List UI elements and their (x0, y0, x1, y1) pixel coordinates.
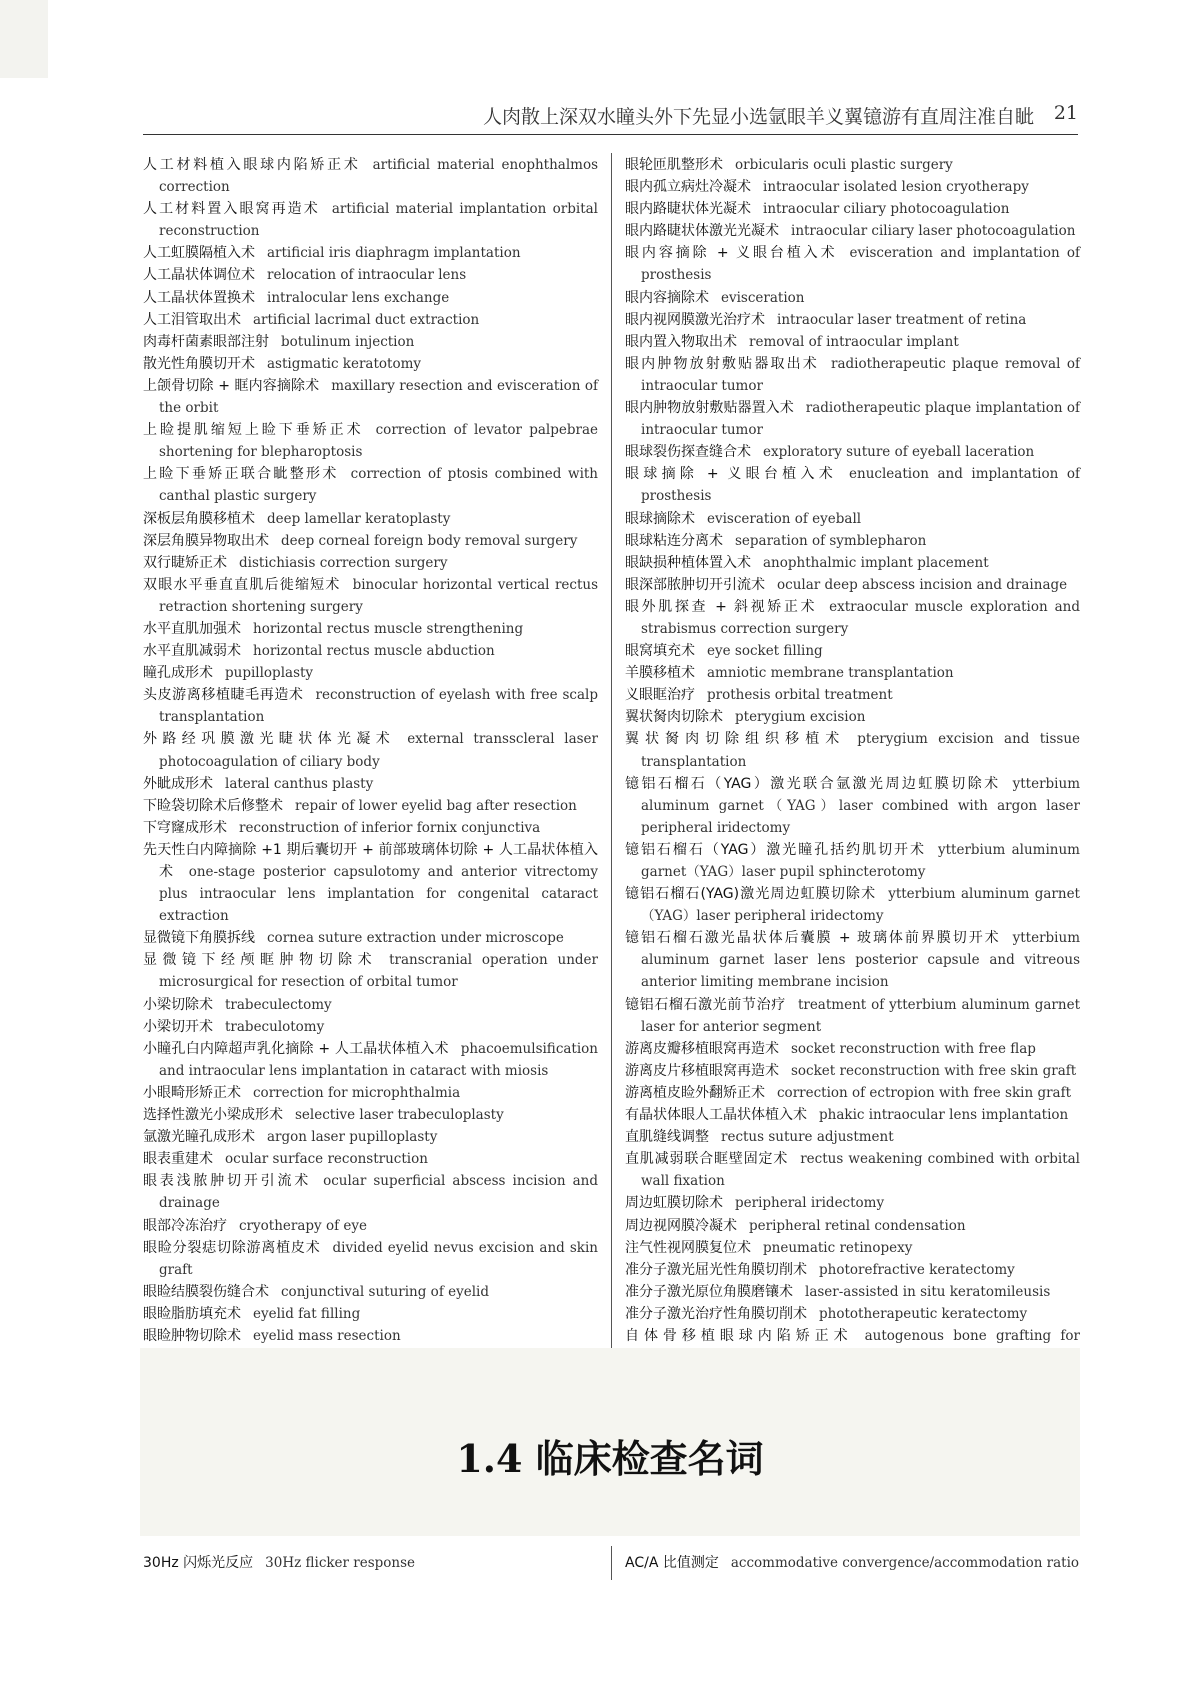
term-english: correction of levator palpebrae shortening for blepharoptosis (159, 422, 599, 461)
list-item (143, 242, 598, 264)
term-english: reconstruction of inferior fornix conjunctiva (239, 819, 541, 836)
list-item (143, 508, 598, 530)
list-item (143, 684, 598, 728)
term-chinese: 散光性角膜切开术 (143, 355, 255, 372)
list-item (143, 574, 598, 618)
term-chinese: 眼内视网膜激光治疗术 (625, 311, 765, 328)
term-english: intraocular ciliary photocoagulation (763, 201, 1010, 218)
term-english: artificial iris diaphragm implantation (267, 245, 521, 262)
term-english: pterygium excision and tissue transplantation (641, 731, 1080, 770)
term-chinese: 眼轮匝肌整形术 (625, 157, 723, 173)
list-item (143, 795, 598, 817)
term-english: phototherapeutic keratectomy (819, 1305, 1028, 1322)
list-item (143, 375, 598, 419)
list-item (625, 883, 1080, 927)
list-item (143, 309, 598, 331)
list-item (625, 1126, 1080, 1148)
list-item (625, 640, 1080, 662)
term-english: botulinum injection (281, 333, 415, 350)
term-english: intraocular laser treatment of retina (777, 311, 1027, 328)
list-item (143, 530, 598, 552)
term-chinese: 双行睫矫正术 (143, 554, 227, 571)
term-english: trabeculectomy (225, 996, 332, 1013)
term-chinese: 游离皮片移植眼窝再造术 (625, 1062, 779, 1079)
term-english: evisceration (721, 289, 805, 306)
term-chinese: 镱铝石榴石激光晶状体后囊膜 + 玻璃体前界膜切开术 (625, 930, 1001, 947)
term-chinese: 镱铝石榴石激光前节治疗 (625, 996, 786, 1013)
term-chinese: 外路经巩膜激光睫状体光凝术 (143, 731, 396, 748)
term-chinese: 眼球摘除术 (625, 510, 695, 527)
term-chinese: 准分子激光屈光性角膜切削术 (625, 1261, 807, 1278)
column-divider (611, 153, 612, 1348)
list-item (625, 463, 1080, 507)
list-item (625, 552, 1080, 574)
list-item (625, 1148, 1080, 1192)
term-english: intraocular ciliary laser photocoagulation (791, 223, 1076, 240)
list-item (143, 1082, 598, 1104)
list-item (625, 530, 1080, 552)
term-english: ytterbium aluminum garnet laser lens posterior capsule and vitreous anterior limiting membrane incision (641, 930, 1080, 991)
term-english: deep corneal foreign body removal surgery (281, 532, 578, 549)
list-item (625, 242, 1080, 286)
term-english: correction of ectropion with free skin graft (777, 1084, 1072, 1101)
term-english: correction of ptosis combined with canthal plastic surgery (159, 466, 599, 505)
term-english: trabeculotomy (225, 1018, 325, 1035)
term-english: selective laser trabeculoplasty (295, 1107, 504, 1124)
list-item (143, 927, 598, 949)
term-english: horizontal rectus muscle abduction (253, 643, 495, 660)
term-chinese: 小梁切除术 (143, 996, 213, 1013)
list-item (143, 331, 598, 353)
term-chinese: 周边虹膜切除术 (625, 1195, 723, 1212)
term-english: peripheral iridectomy (735, 1195, 885, 1212)
term-english: photorefractive keratectomy (819, 1261, 1015, 1278)
term-english: repair of lower eyelid bag after resection (295, 797, 577, 814)
list-item (625, 287, 1080, 309)
term-chinese: 人工虹膜隔植入术 (143, 245, 255, 262)
term-english: phacoemulsification and intraocular lens implantation in cataract with miosis (159, 1040, 598, 1079)
term-english: socket reconstruction with free flap (791, 1040, 1036, 1057)
list-item (143, 640, 598, 662)
term-english: evisceration and implantation of prosthesis (641, 245, 1080, 284)
list-item (625, 1237, 1080, 1259)
term-english: ytterbium aluminum garnet（YAG）laser combined with argon laser peripheral iridectomy (641, 775, 1080, 836)
term-english: amniotic membrane transplantation (707, 665, 954, 682)
term-english: artificial material enophthalmos correction (159, 157, 599, 196)
term-chinese: 镱铝石榴石（YAG）激光瞳孔括约肌切开术 (625, 841, 926, 858)
list-item (625, 1303, 1080, 1325)
term-chinese: 眼内置入物取出术 (625, 333, 737, 350)
page-corner-mark (0, 0, 48, 78)
list-item (143, 1552, 614, 1574)
list-item (625, 994, 1080, 1038)
running-header (143, 96, 1078, 135)
term-chinese: 肉毒杆菌素眼部注射 (143, 333, 269, 350)
term-chinese: 上睑下垂矫正联合眦整形术 (143, 466, 339, 483)
term-english: pterygium excision (735, 709, 866, 726)
term-english: ytterbium aluminum garnet（YAG）laser pupil sphincterotomy (641, 841, 1080, 880)
list-item (625, 1281, 1080, 1303)
left-column (143, 154, 598, 1391)
term-english: ocular deep abscess incision and drainage (777, 576, 1068, 593)
list-item (625, 728, 1080, 772)
list-item (143, 1281, 598, 1303)
list-item (143, 618, 598, 640)
term-chinese: 眼表重建术 (143, 1151, 213, 1168)
right-column (625, 154, 1080, 1391)
term-chinese: 翼状胬肉切除术 (625, 709, 723, 726)
term-chinese: 眼睑肿物切除术 (143, 1327, 241, 1344)
list-item (625, 706, 1080, 728)
list-item (625, 1082, 1080, 1104)
term-english: rectus weakening combined with orbital wall fixation (641, 1151, 1080, 1190)
term-english: autogenous bone grafting for (864, 1327, 1081, 1344)
term-chinese: 注气性视网膜复位术 (625, 1239, 751, 1256)
term-english: prothesis orbital treatment (707, 687, 893, 704)
term-chinese: 下睑袋切除术后修整术 (143, 797, 283, 814)
header-title: 人肉散上深双水瞳头外下先显小选氩眼羊义翼镱游有直周注准自眦 (482, 106, 1034, 128)
term-chinese: 眼表浅脓肿切开引流术 (143, 1173, 312, 1190)
list-item (143, 1325, 598, 1347)
term-chinese: 直肌缝线调整 (625, 1129, 709, 1146)
list-item (625, 198, 1080, 220)
list-item (625, 220, 1080, 242)
term-chinese: 双眼水平垂直直肌后徙缩短术 (143, 576, 341, 593)
list-item (143, 1126, 598, 1148)
term-english: external transscleral laser photocoagulation of ciliary body (159, 731, 599, 770)
term-chinese: 翼状胬肉切除组织移植术 (625, 731, 846, 748)
term-english: one-stage posterior capsulotomy and anterior vitrectomy plus intraocular lens implantation for congenital cataract extraction (159, 864, 598, 925)
list-item (143, 1038, 598, 1082)
list-item (143, 264, 598, 286)
term-chinese: 直肌减弱联合眶壁固定术 (625, 1151, 789, 1168)
list-item (143, 949, 598, 993)
term-english: phakic intraocular lens implantation (819, 1107, 1069, 1124)
term-english: binocular horizontal vertical rectus retraction shortening surgery (159, 576, 599, 615)
term-english: pneumatic retinopexy (763, 1239, 913, 1256)
term-chinese: 瞳孔成形术 (143, 665, 213, 682)
term-english: transcranial operation under microsurgical for resection of orbital tumor (159, 952, 598, 991)
list-item (625, 839, 1080, 883)
term-chinese: 游离皮瓣移植眼窝再造术 (625, 1040, 779, 1057)
list-item (143, 552, 598, 574)
list-item (143, 817, 598, 839)
list-item (625, 662, 1080, 684)
term-chinese: 小梁切开术 (143, 1018, 213, 1035)
term-english: astigmatic keratotomy (267, 355, 422, 372)
term-english: horizontal rectus muscle strengthening (253, 620, 524, 637)
list-item (143, 1148, 598, 1170)
column-divider-bottom (611, 1546, 612, 1580)
list-item (625, 154, 1080, 176)
term-chinese: 人工晶状体调位术 (143, 267, 255, 284)
term-chinese: 人工晶状体置换术 (143, 289, 255, 306)
term-english: 30Hz flicker response (265, 1555, 416, 1571)
list-item (143, 1016, 598, 1038)
term-english: maxillary resection and evisceration of the orbit (159, 377, 598, 417)
term-english: ytterbium aluminum garnet（YAG）laser peripheral iridectomy (641, 886, 1080, 925)
term-chinese: 深层角膜异物取出术 (143, 532, 269, 549)
term-chinese: 眼窝填充术 (625, 643, 695, 660)
term-chinese: 羊膜移植术 (625, 665, 695, 682)
list-item (143, 994, 598, 1016)
term-chinese: 眼睑结膜裂伤缝合术 (143, 1283, 269, 1300)
term-english: cryotherapy of eye (239, 1217, 367, 1234)
list-item (625, 1192, 1080, 1214)
list-item (625, 1104, 1080, 1126)
list-item (625, 574, 1080, 596)
term-english: socket reconstruction with free skin graft (791, 1062, 1077, 1079)
term-chinese: 有晶状体眼人工晶状体植入术 (625, 1107, 807, 1124)
term-english: reconstruction of eyelash with free scalp transplantation (159, 687, 598, 726)
term-chinese: 显微镜下经颅眶肿物切除术 (143, 952, 378, 969)
term-english: correction for microphthalmia (253, 1084, 461, 1101)
list-item (625, 1552, 1096, 1574)
list-item (625, 309, 1080, 331)
term-english: intraocular isolated lesion cryotherapy (763, 179, 1029, 196)
term-english: artificial lacrimal duct extraction (253, 311, 480, 328)
list-item (625, 353, 1080, 397)
term-chinese: 眼缺损种植体置入术 (625, 554, 751, 571)
section-banner (140, 1348, 1080, 1536)
list-item (143, 287, 598, 309)
term-chinese: 义眼眶治疗 (625, 687, 695, 704)
term-chinese: 眼球摘除 + 义眼台植入术 (625, 466, 838, 483)
term-chinese: 周边视网膜冷凝术 (625, 1217, 737, 1234)
term-english: eyelid mass resection (253, 1327, 401, 1344)
list-item (625, 176, 1080, 198)
list-item (143, 728, 598, 772)
term-english: rectus suture adjustment (721, 1129, 894, 1146)
term-english: eyelid fat filling (253, 1305, 361, 1322)
list-item (143, 1237, 598, 1281)
term-english: radiotherapeutic plaque implantation of intraocular tumor (641, 400, 1080, 439)
term-english: divided eyelid nevus excision and skin graft (159, 1239, 599, 1278)
term-chinese: 眼内路睫状体激光光凝术 (625, 223, 779, 240)
term-chinese: 人工泪管取出术 (143, 311, 241, 328)
term-english: radiotherapeutic plaque removal of intraocular tumor (641, 355, 1081, 394)
term-chinese: 氩激光瞳孔成形术 (143, 1129, 255, 1146)
term-chinese: 眼内肿物放射敷贴器取出术 (625, 355, 819, 372)
list-item (143, 1215, 598, 1237)
list-item (625, 441, 1080, 463)
term-chinese: AC/A 比值测定 (625, 1555, 719, 1571)
term-english: peripheral retinal condensation (749, 1217, 966, 1234)
term-chinese: 游离植皮睑外翻矫正术 (625, 1084, 765, 1101)
term-chinese: 水平直肌减弱术 (143, 643, 241, 660)
term-chinese: 准分子激光原位角膜磨镶术 (625, 1283, 793, 1300)
term-chinese: 镱铝石榴石(YAG)激光周边虹膜切除术 (625, 886, 877, 903)
term-english: exploratory suture of eyeball laceration (763, 444, 1035, 461)
term-chinese: 准分子激光治疗性角膜切削术 (625, 1305, 807, 1322)
list-item (625, 508, 1080, 530)
term-english: relocation of intraocular lens (267, 267, 467, 284)
term-chinese: 自体骨移植眼球内陷矫正术 (625, 1327, 853, 1344)
term-chinese: 眼内肿物放射敷贴器置入术 (625, 400, 794, 417)
list-item (143, 662, 598, 684)
term-chinese: 小瞳孔白内障超声乳化摘除 + 人工晶状体植入术 (143, 1040, 449, 1057)
term-chinese: 眼外肌探查 + 斜视矫正术 (625, 598, 818, 615)
list-item (143, 1303, 598, 1325)
term-chinese: 眼睑脂肪填充术 (143, 1305, 241, 1322)
list-item (143, 773, 598, 795)
term-chinese: 头皮游离移植睫毛再造术 (143, 687, 304, 704)
term-chinese: 眼球粘连分离术 (625, 532, 723, 549)
term-chinese: 眼深部脓肿切开引流术 (625, 576, 765, 593)
term-chinese: 水平直肌加强术 (143, 620, 241, 637)
term-english: pupilloplasty (225, 665, 314, 682)
list-item (625, 1215, 1080, 1237)
list-item (625, 1259, 1080, 1281)
term-chinese: 眼睑分裂痣切除游离植皮术 (143, 1239, 321, 1256)
term-english: eye socket filling (707, 643, 823, 660)
list-item (625, 773, 1080, 839)
term-chinese: 眼内容摘除 + 义眼台植入术 (625, 245, 838, 262)
term-english: argon laser pupilloplasty (267, 1129, 438, 1146)
list-item (625, 1038, 1080, 1060)
term-english: orbicularis oculi plastic surgery (735, 157, 953, 173)
term-chinese: 上睑提肌缩短上睑下垂矫正术 (143, 422, 364, 439)
term-english: removal of intraocular implant (749, 333, 959, 350)
term-chinese: 上颌骨切除 + 眶内容摘除术 (143, 377, 320, 394)
term-english: intralocular lens exchange (267, 289, 450, 306)
term-chinese: 镱铝石榴石（YAG）激光联合氩激光周边虹膜切除术 (625, 775, 1001, 792)
term-english: ocular surface reconstruction (225, 1151, 428, 1168)
term-chinese: 眼内路睫状体光凝术 (625, 201, 751, 218)
list-item (143, 353, 598, 375)
term-chinese: 深板层角膜移植术 (143, 510, 255, 527)
term-english: deep lamellar keratoplasty (267, 510, 451, 527)
term-chinese: 显微镜下角膜拆线 (143, 930, 255, 947)
term-english: artificial material implantation orbital reconstruction (159, 201, 598, 240)
term-english: laser-assisted in situ keratomileusis (805, 1283, 1051, 1300)
list-item (625, 331, 1080, 353)
term-english: anophthalmic implant placement (763, 554, 989, 571)
list-item (625, 1060, 1080, 1082)
term-english: extraocular muscle exploration and strabismus correction surgery (641, 598, 1080, 637)
term-chinese: 30Hz 闪烁光反应 (143, 1555, 254, 1571)
list-item (143, 1104, 598, 1126)
term-chinese: 外眦成形术 (143, 775, 213, 792)
list-item (143, 419, 598, 463)
term-english: distichiasis correction surgery (239, 554, 448, 571)
term-english: ocular superficial abscess incision and drainage (159, 1173, 598, 1212)
term-chinese: 人工材料植入眼球内陷矫正术 (143, 157, 361, 173)
page-number: 21 (1053, 102, 1078, 124)
list-item (143, 463, 598, 507)
list-item (143, 154, 598, 198)
term-chinese: 下穹窿成形术 (143, 819, 227, 836)
term-english: conjunctival suturing of eyelid (281, 1283, 489, 1300)
term-english: cornea suture extraction under microscope (267, 930, 564, 947)
term-english: evisceration of eyeball (707, 510, 862, 527)
term-english: lateral canthus plasty (225, 775, 374, 792)
list-item (625, 684, 1080, 706)
term-chinese: 眼部冷冻治疗 (143, 1217, 227, 1234)
term-chinese: 人工材料置入眼窝再造术 (143, 201, 320, 218)
term-english: enucleation and implantation of prosthesis (641, 466, 1080, 505)
list-item (143, 198, 598, 242)
list-item (625, 397, 1080, 441)
term-english: treatment of ytterbium aluminum garnet laser for anterior segment (641, 996, 1080, 1035)
list-item (143, 839, 598, 927)
list-item (625, 596, 1080, 640)
list-item (625, 927, 1080, 993)
term-chinese: 眼内容摘除术 (625, 289, 709, 306)
section-title: 1.4 临床检查名词 (456, 1436, 764, 1481)
term-english: accommodative convergence/accommodation ratio (730, 1555, 1080, 1571)
list-item (143, 1170, 598, 1214)
term-chinese: 眼内孤立病灶冷凝术 (625, 179, 751, 196)
term-chinese: 小眼畸形矫正术 (143, 1084, 241, 1101)
term-chinese: 选择性激光小梁成形术 (143, 1107, 283, 1124)
term-english: separation of symblepharon (735, 532, 927, 549)
term-chinese: 先天性白内障摘除 +1 期后囊切开 + 前部玻璃体切除 + 人工晶状体植入术 (143, 841, 598, 880)
term-chinese: 眼球裂伤探查缝合术 (625, 444, 751, 461)
